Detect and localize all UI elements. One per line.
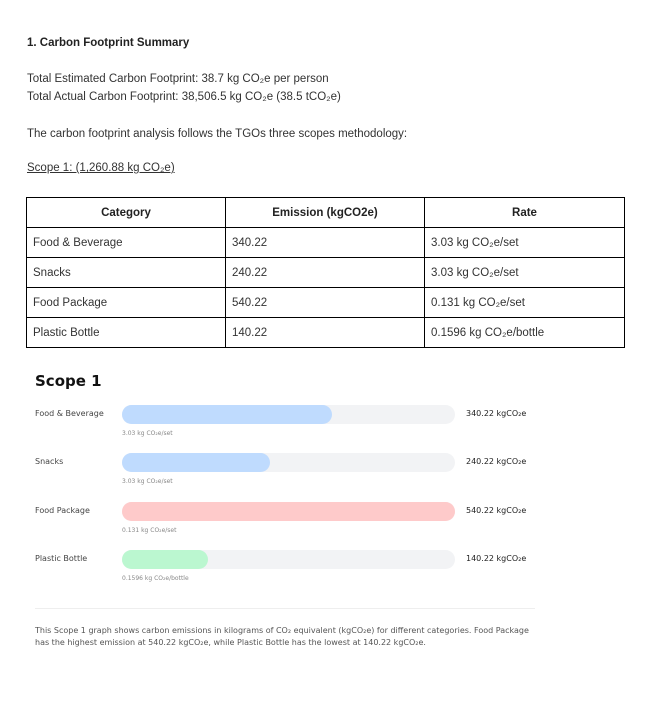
cell-category: Food & Beverage <box>27 228 226 258</box>
bar-value-label: 340.22 kgCO₂e <box>466 409 527 418</box>
table-row <box>27 318 625 348</box>
bar-rate-label: 0.131 kg CO₂e/set <box>122 527 177 534</box>
header-rate: Rate <box>425 198 625 228</box>
actual-footprint: Total Actual Carbon Footprint: 38,506.5 kg CO₂e (38.5 tCO₂e) <box>27 91 341 103</box>
chart-caption: This Scope 1 graph shows carbon emissions in kilograms of CO₂ equivalent (kgCO₂e) for different categories. Food Package has the highest emission at 540.22 kgCO₂e, while Plastic Bottle has the lowest at 140.22 kgCO₂e. <box>35 626 529 647</box>
bar-track <box>122 550 455 569</box>
cell-rate: 0.1596 kg CO₂e/bottle <box>425 318 625 348</box>
bar-value-label: 240.22 kgCO₂e <box>466 457 527 466</box>
header-category: Category <box>27 198 226 228</box>
table-row <box>27 258 625 288</box>
bar-row <box>35 502 555 534</box>
bar-rate-label: 0.1596 kg CO₂e/bottle <box>122 575 189 582</box>
scope-1-link[interactable]: Scope 1: (1,260.88 kg CO₂e) <box>27 162 175 174</box>
methodology-text: The carbon footprint analysis follows the TGOs three scopes methodology: <box>27 128 408 140</box>
cell-category: Food Package <box>27 288 226 318</box>
cell-emission: 340.22 <box>226 228 425 258</box>
bar <box>122 453 270 472</box>
chart-title: Scope 1 <box>35 372 102 390</box>
bar-rate-label: 3.03 kg CO₂e/set <box>122 430 173 437</box>
bar-value-label: 140.22 kgCO₂e <box>466 554 527 563</box>
cell-rate: 0.131 kg CO₂e/set <box>425 288 625 318</box>
bar-track <box>122 453 455 472</box>
bar <box>122 502 455 521</box>
bar-label: Snacks <box>35 457 64 466</box>
table-header <box>27 198 625 228</box>
bar-rate-label: 3.03 kg CO₂e/set <box>122 478 173 485</box>
cell-rate: 3.03 kg CO₂e/set <box>425 228 625 258</box>
bar-row <box>35 550 555 582</box>
bar-row <box>35 453 555 485</box>
cell-category: Snacks <box>27 258 226 288</box>
bar-label: Plastic Bottle <box>35 554 88 563</box>
bar-label: Food Package <box>35 506 90 515</box>
table-row <box>27 288 625 318</box>
bar <box>122 550 208 569</box>
bar <box>122 405 332 424</box>
bar-value-label: 540.22 kgCO₂e <box>466 506 527 515</box>
scope-1-table <box>26 197 625 348</box>
divider <box>35 608 535 609</box>
bar-row <box>35 405 555 437</box>
cell-emission: 540.22 <box>226 288 425 318</box>
section-title: 1. Carbon Footprint Summary <box>27 37 190 49</box>
cell-emission: 240.22 <box>226 258 425 288</box>
table-row <box>27 228 625 258</box>
cell-emission: 140.22 <box>226 318 425 348</box>
bar-label: Food & Beverage <box>35 409 104 418</box>
cell-rate: 3.03 kg CO₂e/set <box>425 258 625 288</box>
bar-track <box>122 502 455 521</box>
cell-category: Plastic Bottle <box>27 318 226 348</box>
estimated-footprint: Total Estimated Carbon Footprint: 38.7 kg CO₂e per person <box>27 73 329 85</box>
header-emission: Emission (kgCO2e) <box>226 198 425 228</box>
bar-track <box>122 405 455 424</box>
